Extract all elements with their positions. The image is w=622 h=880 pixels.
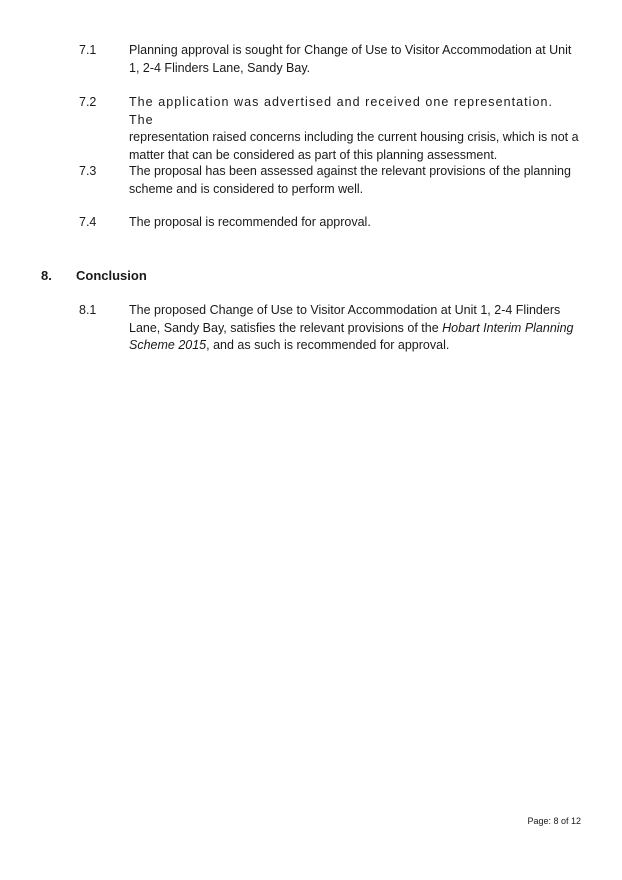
paragraph-text: [129, 302, 581, 355]
paragraph-number: 7.4: [79, 215, 97, 229]
paragraph-number: 7.3: [79, 164, 97, 178]
section-title: Conclusion: [76, 268, 147, 283]
paragraph-number: 8.1: [79, 303, 97, 317]
section-number: 8.: [41, 268, 52, 283]
paragraph-text: [129, 94, 581, 164]
paragraph-text: The proposal is recommended for approval.: [129, 215, 371, 229]
conclusion-text-after: , and as such is recommended for approval.: [206, 338, 450, 352]
planning-scheme-name: Hobart Interim Planning Scheme 2015: [129, 320, 574, 352]
paragraph-text: Planning approval is sought for Change of Use to Visitor Accommodation at Unit 1, 2-4 Flinders Lane, Sandy Bay.: [129, 43, 572, 75]
paragraph-number: 7.2: [79, 95, 97, 109]
page-number: Page: 8 of 12: [527, 816, 581, 826]
paragraph-text-rest: representation raised concerns including the current housing crisis, which is not a matter that can be considered as part of this planning assessment.: [129, 130, 579, 162]
paragraph-text: The proposal has been assessed against the relevant provisions of the planning scheme and is considered to perform well.: [129, 164, 571, 196]
conclusion-text-before: The proposed Change of Use to Visitor Accommodation at Unit 1, 2-4 Flinders Lane, Sandy Bay, satisfies the relevant provisions of the: [129, 303, 561, 335]
paragraph-text-line-1: The application was advertised and received one representation. The: [129, 95, 554, 127]
paragraph-number: 7.1: [79, 43, 97, 57]
